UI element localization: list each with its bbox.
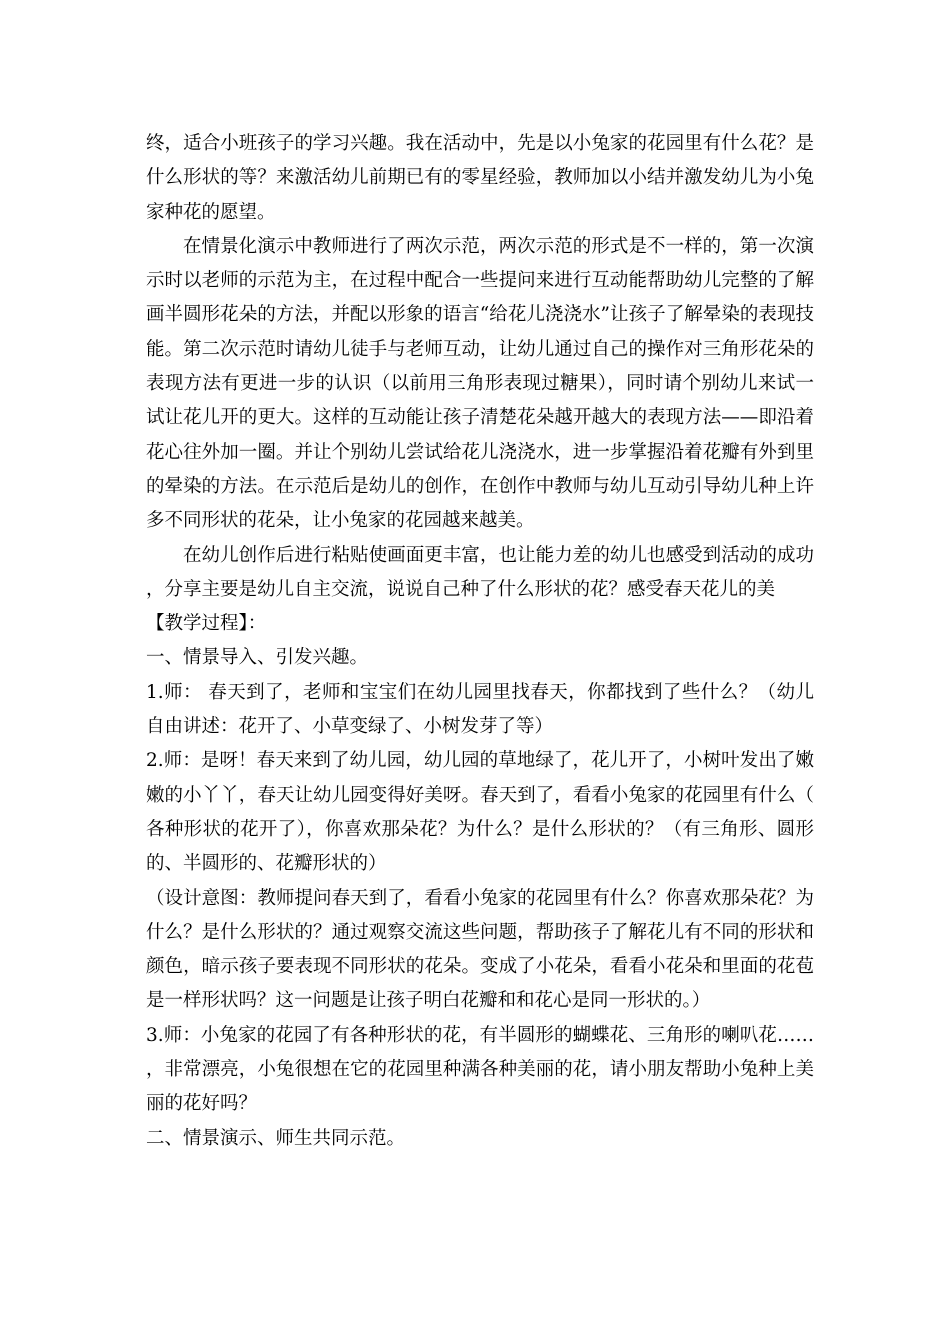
section-heading-teaching-process: 【教学过程】： (146, 613, 267, 635)
paragraph-3: 在幼儿创作后进行粘贴使画面更丰富，也让能力差的幼儿也感受到活动的成功，分享主要是幼儿自主交流，说说自己种了什么形状的花？感受春天花儿的美 (146, 544, 814, 600)
section-heading-2: 二、情景演示、师生共同示范。 (146, 1127, 406, 1149)
step-3: 3.师：小兔家的花园了有各种形状的花，有半圆形的蝴蝶花、三角形的喇叭花……，非常漂亮，小兔很想在它的花园里种满各种美丽的花，请小朋友帮助小兔种上美丽的花好吗？ (146, 1024, 814, 1115)
paragraph-1: 终，适合小班孩子的学习兴趣。我在活动中，先是以小兔家的花园里有什么花？是什么形状的等？来激活幼儿前期已有的零星经验，教师加以小结并激发幼儿为小兔家种花的愿望。 (146, 133, 814, 223)
document-body (146, 127, 814, 1156)
design-intent-note: （设计意图：教师提问春天到了，看看小兔家的花园里有什么？你喜欢那朵花？为什么？是什么形状的？通过观察交流这些问题，帮助孩子了解花儿有不同的形状和颜色，暗示孩子要表现不同形状的花朵。变成了小花朵，看看小花朵和里面的花苞是一样形状吗？这一问题是让孩子明白花瓣和和花心是同一形状的。） (146, 887, 814, 1012)
paragraph-2: 在情景化演示中教师进行了两次示范，两次示范的形式是不一样的，第一次演示时以老师的示范为主，在过程中配合一些提问来进行互动能帮助幼儿完整的了解画半圆形花朵的方法，并配以形象的语言“给花儿浇浇水”让孩子了解晕染的表现技能。第二次示范时请幼儿徒手与老师互动，让幼儿通过自己的操作对三角形花朵的表现方法有更进一步的认识（以前用三角形表现过糖果），同时请个别幼儿来试一试让花儿开的更大。这样的互动能让孩子清楚花朵越开越大的表现方法——即沿着花心往外加一圈。并让个别幼儿尝试给花儿浇浇水，进一步掌握沿着花瓣有外到里的晕染的方法。在示范后是幼儿的创作，在创作中教师与幼儿互动引导幼儿种上许多不同形状的花朵，让小兔家的花园越来越美。 (146, 235, 814, 532)
section-heading-1: 一、情景导入、引发兴趣。 (146, 647, 369, 669)
step-2: 2.师：是呀！春天来到了幼儿园，幼儿园的草地绿了，花儿开了，小树叶发出了嫩嫩的小丫丫，春天让幼儿园变得好美呀。春天到了，看看小兔家的花园里有什么（各种形状的花开了），你喜欢那朵花？为什么？是什么形状的？（有三角形、圆形的、半圆形的、花瓣形状的） (146, 750, 814, 875)
step-1: 1.师： 春天到了，老师和宝宝们在幼儿园里找春天，你都找到了些什么？（幼儿自由讲述：花开了、小草变绿了、小树发芽了等） (146, 681, 814, 738)
